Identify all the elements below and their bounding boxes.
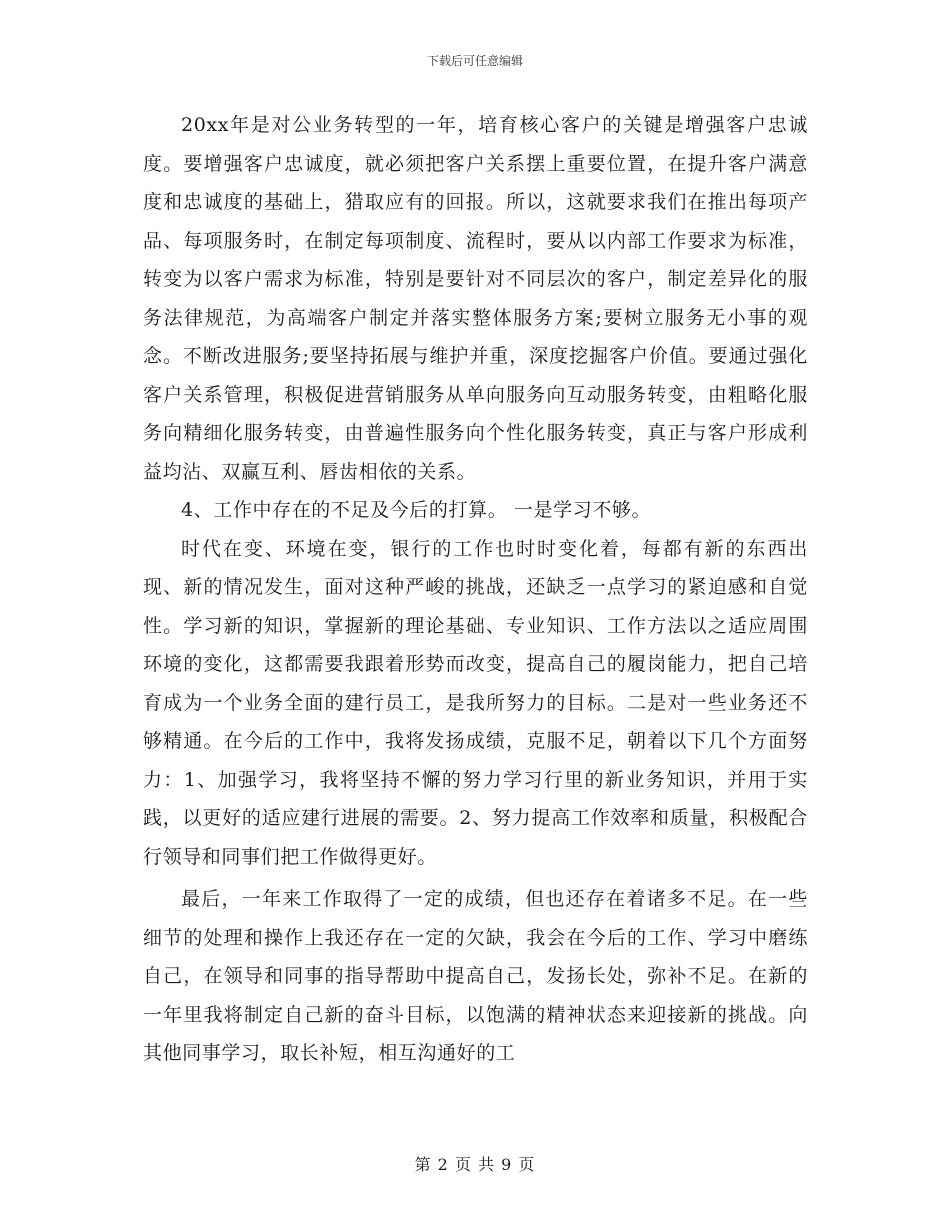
paragraph-conclusion: 最后，一年来工作取得了一定的成绩，但也还存在着诸多不足。在一些细节的处理和操作上我还存在一定的欠缺，我会在今后的工作、学习中磨练自己，在领导和同事的指导帮助中提高自己，发扬长处，弥补不足。在新的一年里我将制定自己新的奋斗目标，以饱满的精神状态来迎接新的挑战。向其他同事学习，取长补短，相互沟通好的工 — [143, 888, 808, 1064]
document-body — [143, 106, 808, 1073]
paragraph-customer-loyalty: 20xx年是对公业务转型的一年，培育核心客户的关键是增强客户忠诚度。要增强客户忠诚度，就必须把客户关系摆上重要位置，在提升客户满意度和忠诚度的基础上，猎取应有的回报。所以，这就要求我们在推出每项产品、每项服务时，在制定每项制度、流程时，要从以内部工作要求为标准，转变为以客户需求为标准，特别是要针对不同层次的客户，制定差异化的服务法律规范，为高端客户制定并落实整体服务方案;要树立服务无小事的观念。不断改进服务;要坚持拓展与维护并重，深度挖掘客户价值。要通过强化客户关系管理，积极促进营销服务从单向服务向互动服务转变，由粗略化服务向精细化服务转变，由普遍性服务向个性化服务转变，真正与客户形成利益均沾、双赢互利、唇齿相依的关系。 — [143, 114, 808, 483]
page-number: 第 2 页 共 9 页 — [414, 1155, 536, 1174]
page-header-note: 下载后可任意编辑 — [426, 54, 523, 68]
paragraph-shortcomings-heading: 4、工作中存在的不足及今后的打算。 一是学习不够。 — [181, 499, 652, 521]
paragraph-learning: 时代在变、环境在变，银行的工作也时时变化着，每都有新的东西出现、新的情况发生，面对这种严峻的挑战，还缺乏一点学习的紧迫感和自觉性。学习新的知识，掌握新的理论基础、专业知识、工作方法以之适应周围环境的变化，这都需要我跟着形势而改变，提高自己的履岗能力，把自己培育成为一个业务全面的建行员工，是我所努力的目标。二是对一些业务还不够精通。在今后的工作中，我将发扬成绩，克服不足，朝着以下几个方面努力：1、加强学习，我将坚持不懈的努力学习行里的新业务知识，并用于实践，以更好的适应建行进展的需要。2、努力提高工作效率和质量，积极配合行领导和同事们把工作做得更好。 — [143, 537, 808, 868]
